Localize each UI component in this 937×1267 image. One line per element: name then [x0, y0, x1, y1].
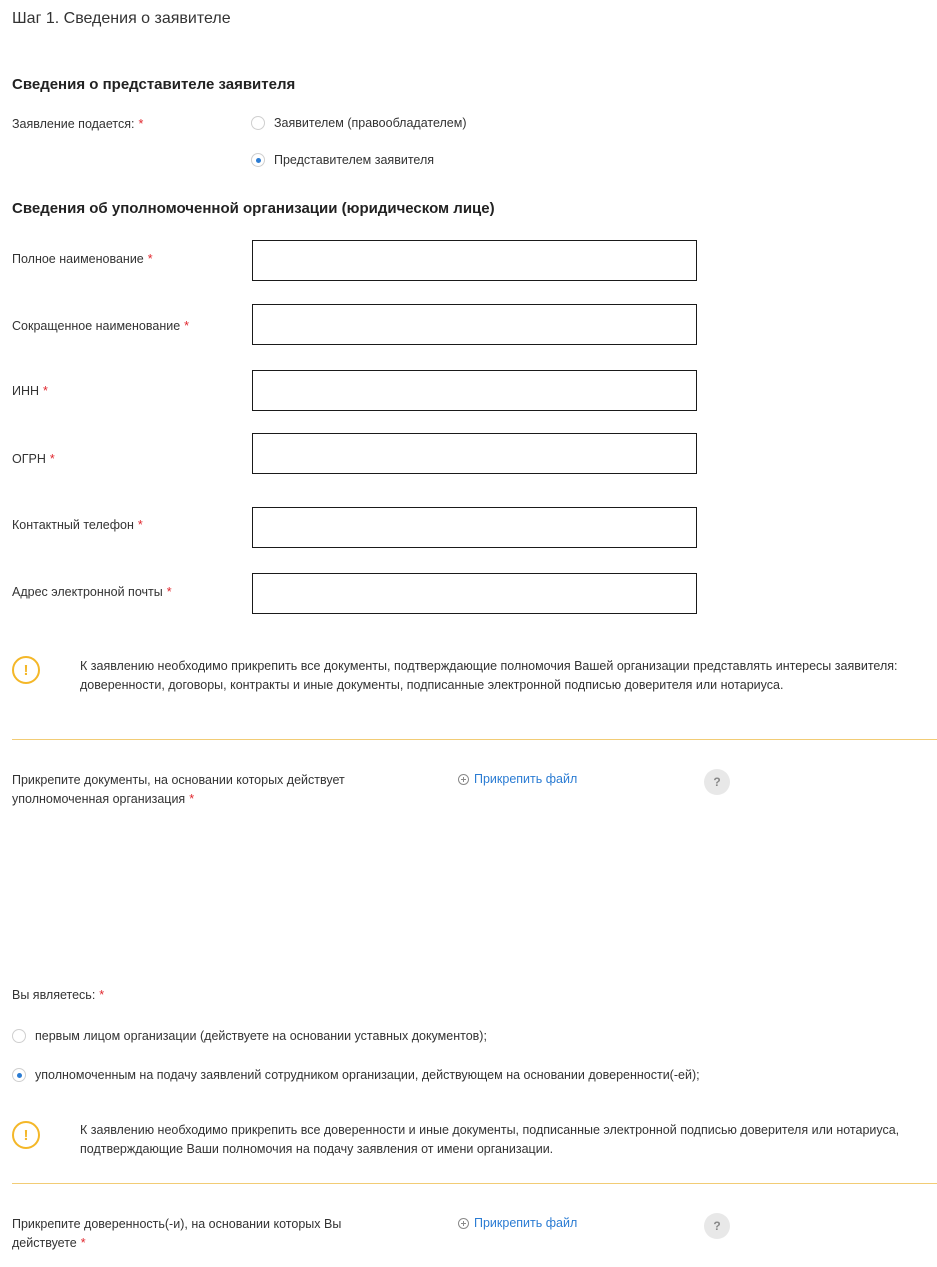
step-title: Шаг 1. Сведения о заявителе	[12, 10, 231, 27]
ogrn-input[interactable]	[252, 433, 697, 474]
plus-circle-icon	[458, 1218, 469, 1229]
radio-option-authorized-employee[interactable]	[12, 1068, 700, 1082]
inn-label: ИНН *	[12, 384, 48, 398]
required-mark: *	[99, 988, 105, 1002]
radio-button[interactable]	[12, 1029, 26, 1043]
short-name-input[interactable]	[252, 304, 697, 345]
radio-option-label: Заявителем (правообладателем)	[274, 116, 467, 130]
short-name-label: Сокращенное наименование *	[12, 319, 190, 333]
warning-icon: !	[12, 1121, 40, 1149]
required-mark: *	[147, 252, 153, 266]
org-section-title: Сведения об уполномоченной организации (юридическом лице)	[12, 200, 495, 217]
plus-circle-icon	[458, 774, 469, 785]
divider	[12, 739, 937, 740]
radio-option-representative[interactable]	[251, 153, 434, 167]
required-mark: *	[189, 792, 195, 806]
email-input[interactable]	[252, 573, 697, 614]
warning-icon: !	[12, 656, 40, 684]
inn-input[interactable]	[252, 370, 697, 411]
email-label: Адрес электронной почты *	[12, 585, 172, 599]
radio-button-selected[interactable]	[251, 153, 265, 167]
ogrn-label: ОГРН *	[12, 452, 55, 466]
attach-file-link[interactable]: Прикрепить файл	[458, 1216, 577, 1230]
attach-file-link[interactable]: Прикрепить файл	[458, 772, 577, 786]
radio-option-label: уполномоченным на подачу заявлений сотрудником организации, действующем на основании доверенности(-ей);	[35, 1068, 700, 1082]
attach-power-of-attorney-label: Прикрепите доверенность(-и), на основании которых Вы действуете *	[12, 1217, 342, 1250]
full-name-label: Полное наименование *	[12, 252, 153, 266]
phone-label: Контактный телефон *	[12, 518, 143, 532]
notice-org-documents: К заявлению необходимо прикрепить все документы, подтверждающие полномочия Вашей организации представлять интересы заявителя: доверенности, договоры, контракты и иные документы, подписанные электронной подписью доверителя или нотариуса.	[80, 659, 898, 692]
required-mark: *	[184, 319, 190, 333]
required-mark: *	[166, 585, 172, 599]
radio-button[interactable]	[251, 116, 265, 130]
representative-section-title: Сведения о представителе заявителя	[12, 76, 296, 93]
notice-power-of-attorney: К заявлению необходимо прикрепить все доверенности и иные документы, подписанные электронной подписью доверителя или нотариуса, подтверждающие Ваши полномочия на подачу заявления от имени организации.	[80, 1123, 900, 1156]
help-icon[interactable]: ?	[704, 769, 730, 795]
required-mark: *	[80, 1236, 86, 1250]
required-mark: *	[138, 117, 144, 131]
full-name-input[interactable]	[252, 240, 697, 281]
help-icon[interactable]: ?	[704, 1213, 730, 1239]
attach-org-documents-label: Прикрепите документы, на основании которых действует уполномоченная организация *	[12, 773, 345, 806]
radio-option-label: Представителем заявителя	[274, 153, 435, 167]
you-are-label: Вы являетесь: *	[12, 988, 105, 1002]
required-mark: *	[137, 518, 143, 532]
radio-option-applicant[interactable]	[251, 116, 467, 130]
submit-by-label: Заявление подается: *	[12, 117, 144, 131]
phone-input[interactable]	[252, 507, 697, 548]
required-mark: *	[49, 452, 55, 466]
radio-option-label: первым лицом организации (действуете на основании уставных документов);	[35, 1029, 487, 1043]
divider	[12, 1183, 937, 1184]
radio-option-first-person[interactable]	[12, 1029, 487, 1043]
required-mark: *	[43, 384, 48, 398]
radio-button-selected[interactable]	[12, 1068, 26, 1082]
